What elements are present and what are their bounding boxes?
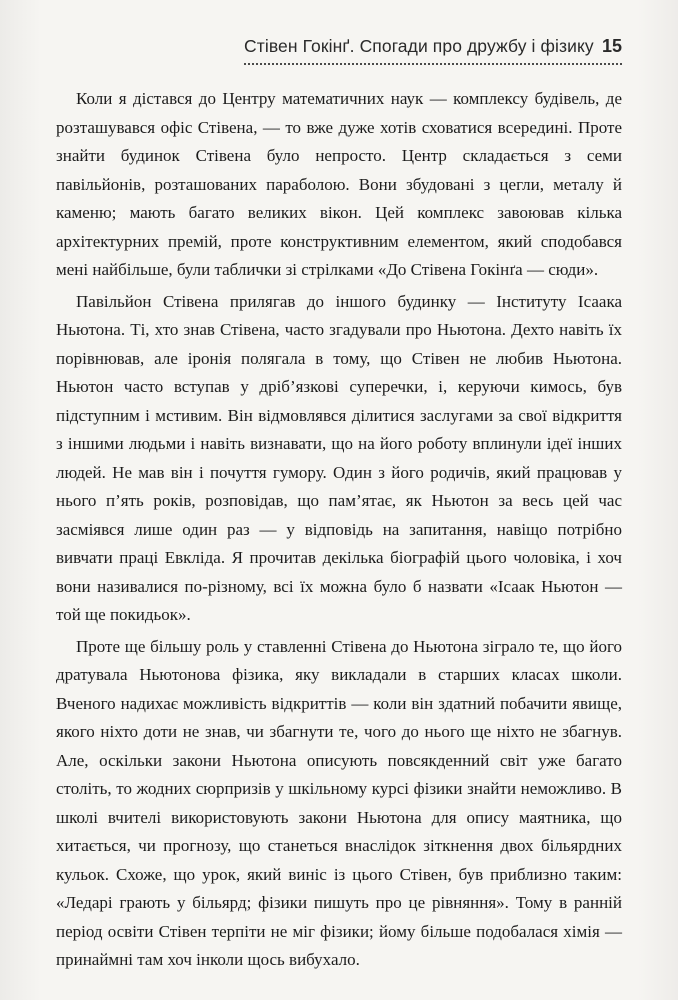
paragraph-3: Проте ще більшу роль у ставленні Стівена до Ньютона зіграло те, що його дратувала Ньютонова фізика, яку викладали в старших класах школи. Вченого надихає можливість відкриттів — коли він здатний побачити явище, якого ніхто доти не знав, чи збагнути те, чого до нього ще ніхто не збагнув. Але, оскільки закони Ньютона описують повсякденний світ уже багато століть, то жодних сюрпризів у шкільному курсі фізики знайти неможливо. В школі вчителі використовують закони Ньютона для опису маятника, що хитається, чи прогнозу, що станеться внаслідок зіткнення двох більярдних кульок. Схоже, що урок, який виніс із цього Стівен, був приблизно таким: «Ледарі грають у більярд; фізики пишуть про це рівняння». Тому в ранній період освіти Стівен терпіти не міг фізики; йому більше подобалася хімія — принаймні там хоч інколи щось вибухало. — [56, 636, 622, 969]
header-dotted-rule — [244, 63, 622, 65]
page-number: 15 — [601, 36, 622, 56]
running-header — [244, 36, 622, 64]
paragraph-1: Коли я дістався до Центру математичних наук — комплексу будівель, де розташувався офіс Стівена, — то вже дуже хотів сховатися всередині. Проте знайти будинок Стівена було непросто. Центр складається з семи павільйонів, розташованих параболою. Вони збудовані з цегли, металу й каменю; мають багато великих вікон. Цей комплекс завоював кілька архітектурних премій, проте конструктивним елементом, який сподобався мені найбільше, були таблички зі стрілками «До Стівена Гокінґа — сюди». — [56, 89, 622, 279]
running-title: Стівен Гокінґ. Спогади про дружбу і фізику — [244, 36, 594, 56]
body-text — [56, 85, 622, 978]
paragraph-2: Павільйон Стівена прилягав до іншого будинку — Інституту Ісаака Ньютона. Ті, хто знав Стівена, часто згадували про Ньютона. Дехто навіть їх порівнював, але іронія полягала в тому, що Стівен не любив Ньютона. Ньютон часто вступав у дріб’язкові суперечки, і, керуючи кимось, був підступним і мстивим. Він відмовлявся ділитися заслугами за свої відкриття з іншими людьми і навіть визнавати, що на його роботу вплинули ідеї інших людей. Не мав він і почуття гумору. Один з його родичів, який працював у нього п’ять років, розповідав, що пам’ятає, як Ньютон за весь цей час засміявся лише один раз — у відповідь на запитання, навіщо потрібно вивчати праці Евкліда. Я прочитав декілька біографій цього чоловіка, і хоч вони називалися по-різному, всі їх можна було б назвати «Ісаак Ньютон — той ще покидьок». — [56, 291, 622, 624]
